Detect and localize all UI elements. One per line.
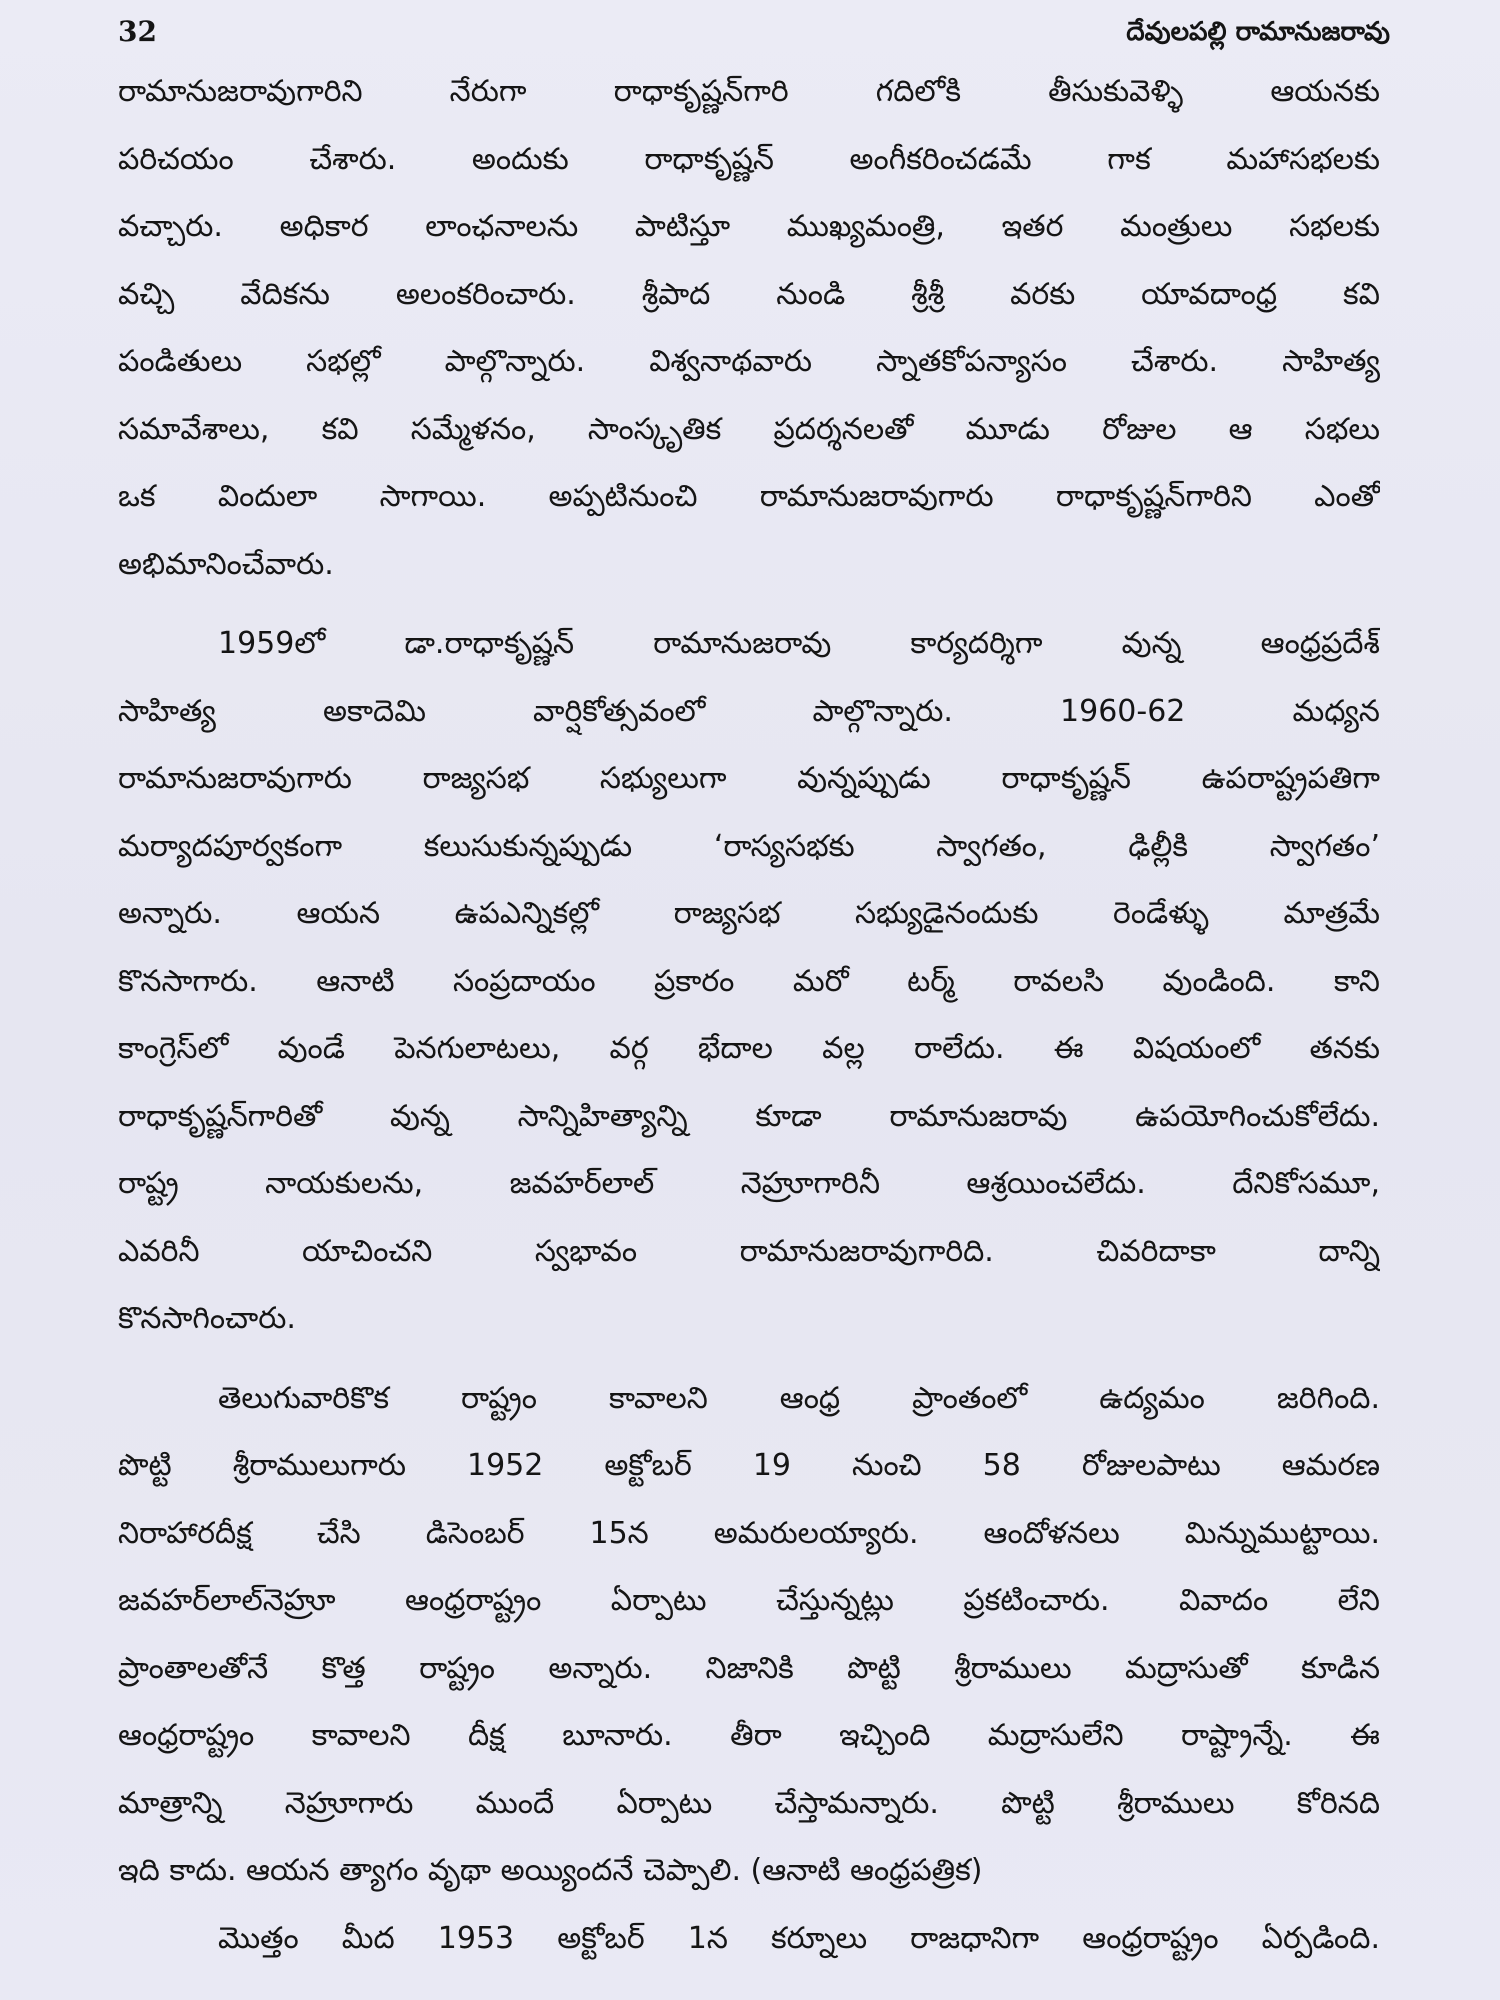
- text-line: కొనసాగారు. ఆనాటి సంప్రదాయం ప్రకారం మరో టర్మ్ రావలసి వుండింది. కాని: [118, 963, 1380, 999]
- page-number: 32: [118, 15, 157, 48]
- text-line: మొత్తం మీద 1953 అక్టోబర్ 1న కర్నూలు రాజధానిగా ఆంధ్రరాష్ట్రం ఏర్పడింది.: [218, 1920, 1380, 1956]
- running-title: దేవులపల్లి రామానుజరావు: [1126, 17, 1390, 47]
- text-line: తెలుగువారికొక రాష్ట్రం కావాలని ఆంధ్ర ప్రాంతంలో ఉద్యమం జరిగింది.: [218, 1380, 1380, 1416]
- text-line: రాధాకృష్ణన్‌గారితో వున్న సాన్నిహిత్యాన్ని కూడా రామానుజరావు ఉపయోగించుకోలేదు.: [118, 1098, 1380, 1134]
- text-line: మాత్రాన్ని నెహ్రూగారు ముందే ఏర్పాటు చేస్తామన్నారు. పొట్టి శ్రీరాములు కోరినది: [118, 1785, 1380, 1821]
- paragraph-4: [118, 1905, 1380, 1973]
- text-line: 1959లో డా.రాధాకృష్ణన్ రామానుజరావు కార్యదర్శిగా వున్న ఆంధ్రప్రదేశ్: [218, 626, 1380, 661]
- text-line: పండితులు సభల్లో పాల్గొన్నారు. విశ్వనాథవారు స్నాతకోపన్యాసం చేశారు. సాహిత్య: [118, 344, 1380, 379]
- text-line: రామానుజరావుగారు రాజ్యసభ సభ్యులుగా వున్నప్పుడు రాధాకృష్ణన్ ఉపరాష్ట్రపతిగా: [118, 761, 1380, 796]
- page-header: [118, 12, 1390, 56]
- paragraph-1: [118, 58, 1380, 598]
- text-line: ఒక విందులా సాగాయి. అప్పటినుంచి రామానుజరావుగారు రాధాకృష్ణన్‌గారిని ఎంతో: [118, 479, 1380, 514]
- paragraph-2: [118, 610, 1380, 1353]
- paragraph-gap: [118, 598, 1380, 610]
- text-line: అభిమానించేవారు.: [118, 546, 334, 582]
- text-line: ఎవరినీ యాచించని స్వభావం రామానుజరావుగారిది. చివరిదాకా దాన్ని: [118, 1233, 1380, 1269]
- text-line: వచ్చి వేదికను అలంకరించారు. శ్రీపాద నుండి శ్రీశ్రీ వరకు యావదాంధ్ర కవి: [118, 276, 1380, 312]
- text-line: రాష్ట్ర నాయకులను, జవహర్‌లాల్ నెహ్రూగారినీ ఆశ్రయించలేదు. దేనికోసమూ,: [118, 1166, 1380, 1201]
- text-line: ప్రాంతాలతోనే కొత్త రాష్ట్రం అన్నారు. నిజానికి పొట్టి శ్రీరాములు మద్రాసుతో కూడిన: [118, 1650, 1380, 1686]
- text-line: సాహిత్య అకాదెమి వార్షికోత్సవంలో పాల్గొన్నారు. 1960-62 మధ్యన: [118, 693, 1380, 729]
- text-line: కొనసాగించారు.: [118, 1301, 296, 1336]
- text-line: వచ్చారు. అధికార లాంఛనాలను పాటిస్తూ ముఖ్యమంత్రి, ఇతర మంత్రులు సభలకు: [118, 209, 1380, 244]
- paragraph-gap: [118, 1353, 1380, 1365]
- text-line: అన్నారు. ఆయన ఉపఎన్నికల్లో రాజ్యసభ సభ్యుడైనందుకు రెండేళ్ళు మాత్రమే: [118, 896, 1380, 931]
- body-text: [118, 58, 1380, 1972]
- text-line: పొట్టి శ్రీరాములుగారు 1952 అక్టోబర్ 19 నుంచి 58 రోజులపాటు ఆమరణ: [118, 1448, 1380, 1483]
- text-line: నిరాహారదీక్ష చేసి డిసెంబర్ 15న అమరులయ్యారు. ఆందోళనలు మిన్నుముట్టాయి.: [118, 1515, 1380, 1551]
- text-line: కాంగ్రెస్‌లో వుండే పెనగులాటలు, వర్గ భేదాల వల్ల రాలేదు. ఈ విషయంలో తనకు: [118, 1031, 1380, 1066]
- text-line: జవహర్‌లాల్‌నెహ్రూ ఆంధ్రరాష్ట్రం ఏర్పాటు చేస్తున్నట్లు ప్రకటించారు. వివాదం లేని: [118, 1583, 1380, 1618]
- text-line: మర్యాదపూర్వకంగా కలుసుకున్నప్పుడు ‘రాస్యసభకు స్వాగతం, ఢిల్లీకి స్వాగతం’: [118, 828, 1380, 864]
- text-line: ఇది కాదు. ఆయన త్యాగం వృథా అయ్యిందనే చెప్పాలి. (ఆనాటి ఆంధ్రపత్రిక): [118, 1853, 983, 1888]
- text-line: ఆంధ్రరాష్ట్రం కావాలని దీక్ష బూనారు. తీరా ఇచ్చింది మద్రాసులేని రాష్ట్రాన్నే. ఈ: [118, 1718, 1380, 1753]
- text-line: రామానుజరావుగారిని నేరుగా రాధాకృష్ణన్‌గారి గదిలోకి తీసుకువెళ్ళి ఆయనకు: [118, 74, 1380, 109]
- paragraph-3: [118, 1365, 1380, 1905]
- text-line: సమావేశాలు, కవి సమ్మేళనం, సాంస్కృతిక ప్రదర్శనలతో మూడు రోజుల ఆ సభలు: [118, 411, 1380, 447]
- text-line: పరిచయం చేశారు. అందుకు రాధాకృష్ణన్ అంగీకరించడమే గాక మహాసభలకు: [118, 141, 1380, 177]
